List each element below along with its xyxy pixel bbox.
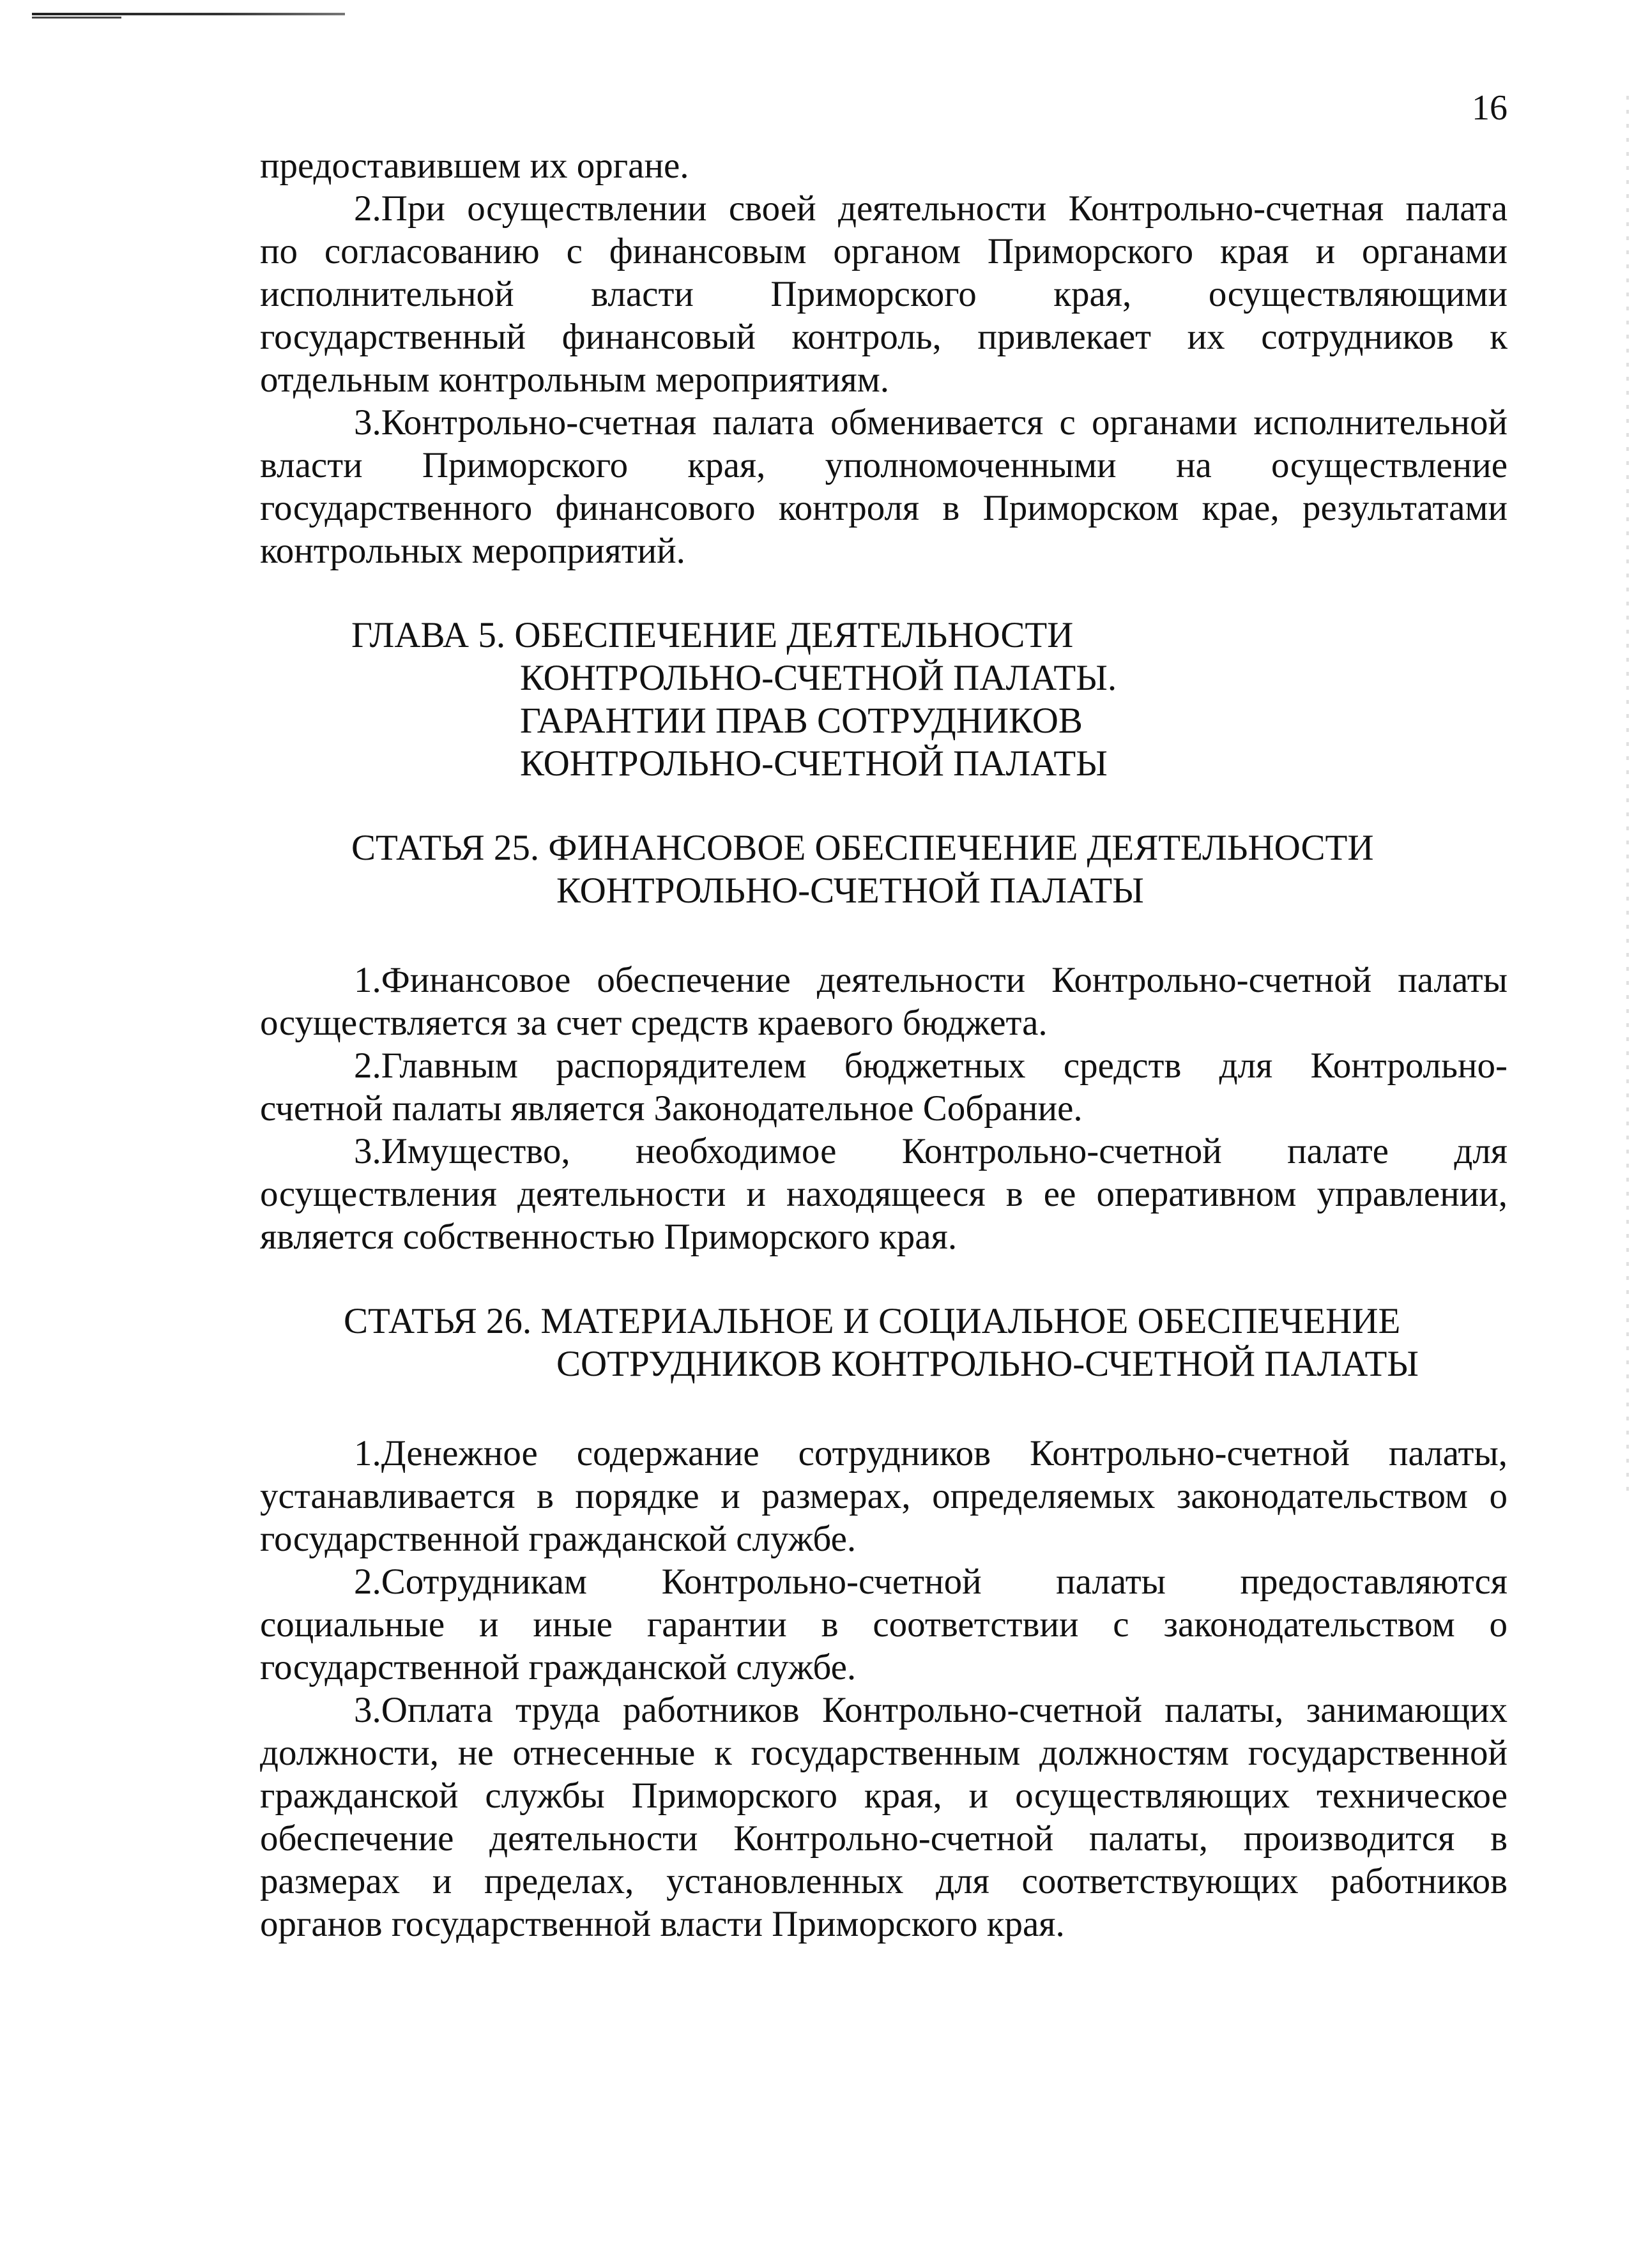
paragraph-line: счетной палаты является Законодательное Собрание. (260, 1088, 1083, 1129)
paragraph-line: органов государственной власти Приморского края. (260, 1904, 1065, 1944)
spacer (260, 1385, 1508, 1432)
article-heading-line: СТАТЬЯ 26. МАТЕРИАЛЬНОЕ И СОЦИАЛЬНОЕ ОБЕСПЕЧЕНИЕ (344, 1301, 1401, 1341)
paragraph-line: размерах и пределах, установленных для соответствующих работников (260, 1861, 1508, 1901)
paragraph-line: предоставившем их органе. (260, 146, 689, 186)
paragraph-line: 3.Имущество, необходимое Контрольно-счетной палате для (354, 1131, 1508, 1171)
paragraph-line: 2.Сотрудникам Контрольно-счетной палаты предоставляются (354, 1562, 1508, 1602)
spacer (260, 912, 1508, 959)
paragraph-line: осуществляется за счет средств краевого бюджета. (260, 1003, 1048, 1043)
paragraph-line: 2.Главным распорядителем бюджетных средств для Контрольно- (354, 1046, 1508, 1086)
scan-artifact-line (32, 13, 345, 15)
paragraph-line: 3.Оплата труда работников Контрольно-счетной палаты, занимающих (354, 1690, 1508, 1730)
paragraph-line: должности, не отнесенные к государственным должностям государственной (260, 1733, 1508, 1773)
paragraph-line: государственный финансовый контроль, привлекает их сотрудников к (260, 317, 1508, 357)
paragraph-line: по согласованию с финансовым органом Приморского края и органами (260, 231, 1508, 271)
paragraph-line: гражданской службы Приморского края, и осуществляющих техническое (260, 1776, 1508, 1816)
paragraph-line: исполнительной власти Приморского края, осуществляющими (260, 274, 1508, 314)
paragraph-line: является собственностью Приморского края. (260, 1217, 958, 1257)
paragraph-line: контрольных мероприятий. (260, 531, 685, 571)
paragraph-line: 1.Финансовое обеспечение деятельности Контрольно-счетной палаты (354, 960, 1508, 1000)
article-heading-line: КОНТРОЛЬНО-СЧЕТНОЙ ПАЛАТЫ (556, 871, 1144, 911)
paragraph-line: государственного финансового контроля в Приморском крае, результатами (260, 488, 1508, 528)
paragraph-line: государственной гражданской службе. (260, 1647, 857, 1687)
chapter-heading-line: КОНТРОЛЬНО-СЧЕТНОЙ ПАЛАТЫ (520, 743, 1108, 784)
article-heading-line: СТАТЬЯ 25. ФИНАНСОВОЕ ОБЕСПЕЧЕНИЕ ДЕЯТЕЛЬНОСТИ (351, 828, 1374, 868)
paragraph-line: отдельным контрольным мероприятиям. (260, 360, 890, 400)
paragraph-line: власти Приморского края, уполномоченными на осуществление (260, 445, 1508, 485)
chapter-heading-line: КОНТРОЛЬНО-СЧЕТНОЙ ПАЛАТЫ. (520, 658, 1117, 698)
paragraph-line: устанавливается в порядке и размерах, определяемых законодательством о (260, 1476, 1508, 1516)
paragraph-line: 1.Денежное содержание сотрудников Контрольно-счетной палаты, (354, 1433, 1508, 1473)
paragraph-line: 3.Контрольно-счетная палата обменивается с органами исполнительной (354, 402, 1508, 443)
article-heading-line: СОТРУДНИКОВ КОНТРОЛЬНО-СЧЕТНОЙ ПАЛАТЫ (556, 1344, 1419, 1384)
chapter-heading-line: ГАРАНТИИ ПРАВ СОТРУДНИКОВ (520, 701, 1083, 741)
spacer (260, 1258, 1508, 1300)
spacer (260, 785, 1508, 826)
scan-edge-noise (1626, 96, 1629, 1501)
paragraph-line: осуществления деятельности и находящееся в ее оперативном управлении, (260, 1174, 1508, 1214)
paragraph-line: государственной гражданской службе. (260, 1519, 857, 1559)
paragraph-line: обеспечение деятельности Контрольно-счетной палаты, производится в (260, 1818, 1508, 1859)
paragraph-line: 2.При осуществлении своей деятельности Контрольно-счетная палата (354, 188, 1508, 229)
paragraph-line: социальные и иные гарантии в соответствии с законодательством о (260, 1604, 1508, 1645)
document-body (260, 144, 1508, 1945)
chapter-heading-line: ГЛАВА 5. ОБЕСПЕЧЕНИЕ ДЕЯТЕЛЬНОСТИ (351, 615, 1074, 655)
scan-artifact-line (32, 17, 121, 19)
page-number: 16 (1472, 88, 1508, 128)
spacer (260, 572, 1508, 614)
